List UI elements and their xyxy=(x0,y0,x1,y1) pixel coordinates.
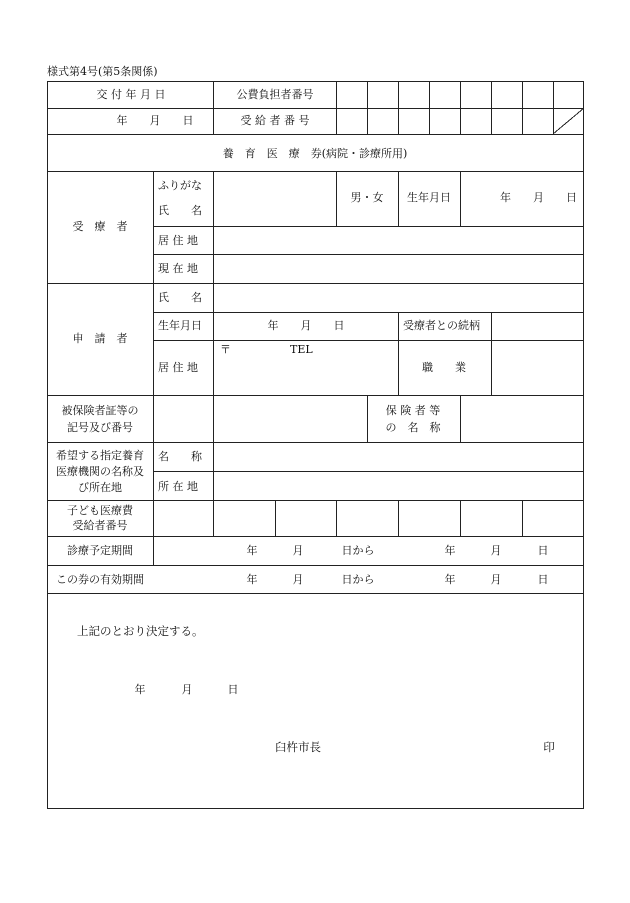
patient-section-label: 受 療 者 xyxy=(72,220,128,233)
valid-month-from: 月 xyxy=(292,573,304,586)
applicant-residence-label: 居 住 地 xyxy=(158,361,198,374)
valid-month-to: 月 xyxy=(490,573,502,586)
public-burden-number-label: 公費負担者番号 xyxy=(236,88,314,101)
treatment-year-from: 年 xyxy=(246,544,258,557)
institution-label-2: 医療機関の名称及 xyxy=(56,465,144,478)
insurance-cert-label-2: 記号及び番号 xyxy=(67,421,133,434)
treatment-month-from: 月 xyxy=(292,544,304,557)
insurer-name-label-2: の 名 称 xyxy=(385,421,441,434)
patient-furigana-label: ふりがな xyxy=(158,179,202,192)
issue-date-blank: 年 月 日 xyxy=(116,114,194,127)
occupation-label: 職 業 xyxy=(422,361,466,374)
valid-day-to: 日 xyxy=(537,573,549,586)
treatment-month-to: 月 xyxy=(490,544,502,557)
decision-month: 月 xyxy=(181,683,193,696)
patient-birthdate-label: 生年月日 xyxy=(407,191,451,204)
treatment-period-label: 診療予定期間 xyxy=(67,544,133,557)
decision-day: 日 xyxy=(227,683,239,696)
valid-period-label: この券の有効期間 xyxy=(56,573,144,586)
insurance-cert-label-1: 被保険者証等の xyxy=(61,404,139,417)
mayor-title: 臼杵市長 xyxy=(275,740,321,754)
institution-label-1: 希望する指定養育 xyxy=(56,449,144,462)
treatment-day-to: 日 xyxy=(537,544,549,557)
applicant-section-label: 申 請 者 xyxy=(72,332,128,345)
valid-day-from: 日から xyxy=(341,573,375,586)
applicant-birthdate-blank: 年 月 日 xyxy=(267,319,345,332)
institution-label-3: び所在地 xyxy=(78,481,122,494)
postal-mark: 〒 xyxy=(220,343,231,356)
patient-name-label: 氏 名 xyxy=(158,204,202,217)
recipient-number-label: 受 給 者 番 号 xyxy=(240,114,310,127)
gender-label: 男・女 xyxy=(350,191,384,204)
treatment-day-from: 日から xyxy=(341,544,375,557)
institution-address-label: 所 在 地 xyxy=(158,480,198,493)
seal-mark: 印 xyxy=(543,740,555,754)
relation-to-patient-label: 受療者との続柄 xyxy=(403,319,480,332)
patient-residence-label: 居 住 地 xyxy=(158,234,198,247)
decision-year: 年 xyxy=(134,683,146,696)
form-title: 養 育 医 療 券(病院・診療所用) xyxy=(222,147,408,160)
tel-label: TEL xyxy=(290,343,313,356)
treatment-year-to: 年 xyxy=(444,544,456,557)
applicant-birthdate-label: 生年月日 xyxy=(158,319,202,332)
applicant-name-label: 氏 名 xyxy=(158,291,202,304)
issue-date-label: 交 付 年 月 日 xyxy=(96,88,166,101)
child-medical-label-1: 子ども医療費 xyxy=(67,504,133,517)
form-number: 様式第4号(第5条関係) xyxy=(47,65,158,78)
decision-notice: 上記のとおり決定する。 xyxy=(77,624,204,638)
insurer-name-label-1: 保 険 者 等 xyxy=(385,404,441,417)
patient-birthdate-blank: 年 月 日 xyxy=(500,191,577,204)
institution-name-label: 名 称 xyxy=(158,450,202,463)
valid-year-to: 年 xyxy=(444,573,456,586)
valid-year-from: 年 xyxy=(246,573,258,586)
child-medical-label-2: 受給者番号 xyxy=(72,519,128,532)
patient-current-address-label: 現 在 地 xyxy=(158,262,198,275)
